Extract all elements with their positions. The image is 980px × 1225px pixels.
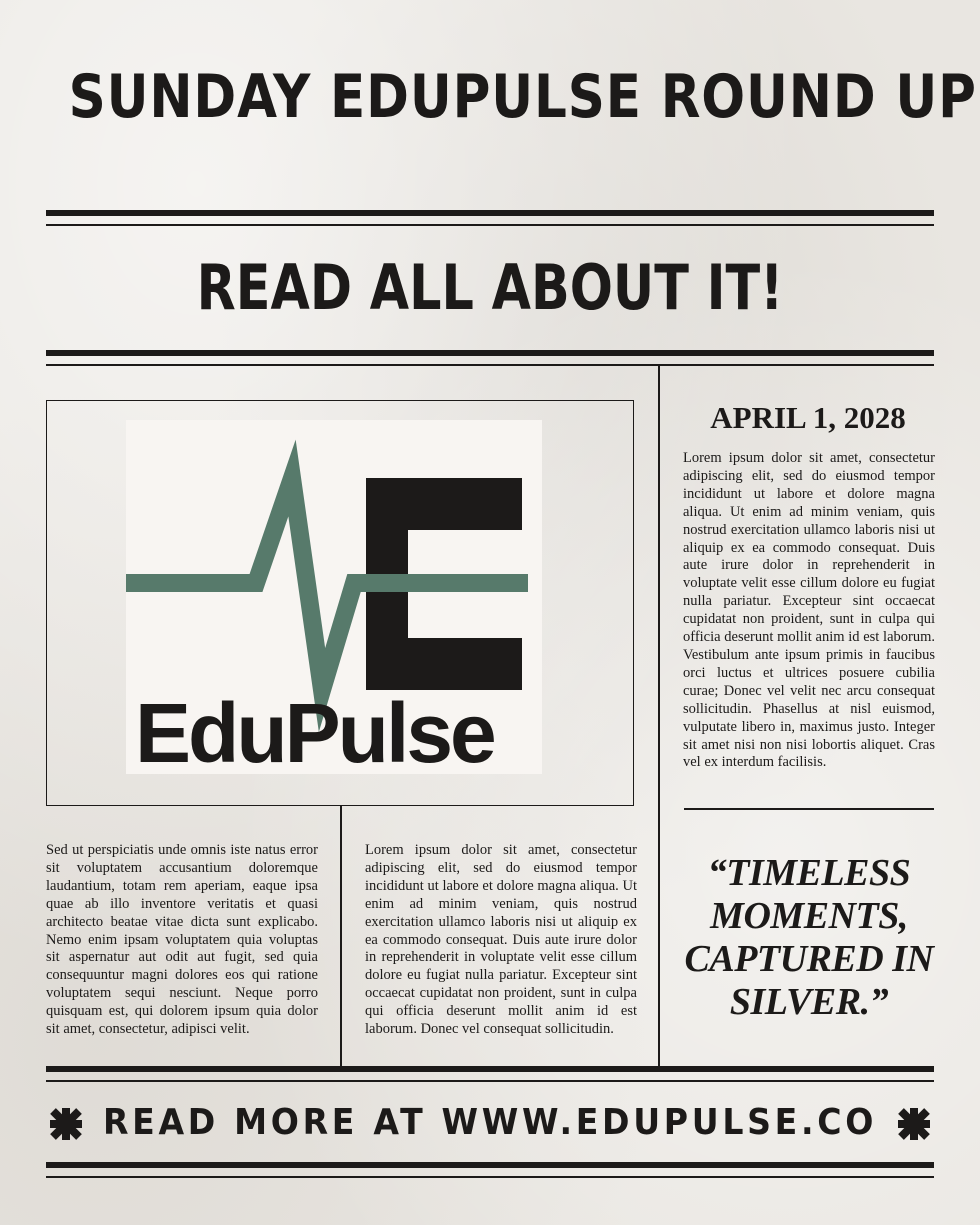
footer-rule-top — [46, 1066, 934, 1072]
column-divider-middle — [340, 806, 342, 1068]
right-column-article: Lorem ipsum dolor sit amet, consectetur adipiscing elit, sed do eiusmod tempor incididunt ut labore et dolore magna aliqua. Ut enim ad minim veniam, quis nostrud exercitation ullamco laboris nisi ut aliquip ex ea commodo consequat. Duis aute irure dolor in reprehenderit in voluptate velit esse cillum dolore eu fugiat nulla pariatur. Excepteur sint occaecat cupidatat non proident, sunt in culpa qui officia deserunt mollit anim id est laborum. Vestibulum ante ipsum primis in faucibus orci luctus et ultrices posuere cubilia curae; Donec vel velit nec arcu consequat sollicitudin. Phasellus at nisl euismod, vulputate libero in, maximus justo. Integer sit amet nisi non nisi lobortis aliquet. Cras vel ex interdum facilisis. — [683, 450, 935, 771]
footer-rule-bottom — [46, 1162, 934, 1168]
double-rule-top-thin — [46, 224, 934, 226]
double-rule-mid-thin — [46, 364, 934, 366]
middle-column-article: Lorem ipsum dolor sit amet, consectetur adipiscing elit, sed do eiusmod tempor incididunt ut labore et dolore magna aliqua. Ut enim ad minim veniam, quis nostrud exercitation ullamco laboris nisi ut aliquip ex ea commodo consequat. Duis aute irure dolor in reprehenderit in voluptate velit esse cillum dolore eu fugiat nulla pariatur. Excepteur sint occaecat cupidatat non proident, sunt in culpa qui officia deserunt mollit anim id est laborum. Donec vel consequat sollicitudin. — [365, 842, 637, 1038]
footer-rule-bottom-thin — [46, 1176, 934, 1178]
edupulse-logo — [126, 420, 542, 774]
logo-wordmark: EduPulse — [135, 686, 494, 774]
issue-date: APRIL 1, 2028 — [710, 400, 906, 435]
footer-rule-top-thin — [46, 1080, 934, 1082]
footer-read-more: READ MORE AT WWW.EDUPULSE.CO — [102, 1102, 878, 1143]
double-rule-mid — [46, 350, 934, 356]
edupulse-logo-icon — [126, 420, 542, 774]
headline: READ ALL ABOUT IT! — [196, 251, 784, 324]
quote-divider — [684, 808, 934, 810]
double-rule-top — [46, 210, 934, 216]
masthead-title: SUNDAY EDUPULSE ROUND UP — [68, 62, 977, 132]
left-column-article: Sed ut perspiciatis unde omnis iste natus error sit voluptatem accusantium doloremque laudantium, totam rem aperiam, eaque ipsa quae ab illo inventore veritatis et quasi architecto beatae vitae dicta sunt explicabo. Nemo enim ipsam voluptatem quia voluptas sit aspernatur aut odit aut fugit, sed quia consequuntur magni dolores eos qui ratione voluptatem sequi nesciunt. Neque porro quisquam est, qui dolorem ipsum quia dolor sit amet, consectetur, adipisci velit. — [46, 842, 318, 1038]
pull-quote: “TIMELESS MOMENTS, CAPTURED IN SILVER.” — [684, 852, 934, 1023]
column-divider-right — [658, 366, 660, 1068]
